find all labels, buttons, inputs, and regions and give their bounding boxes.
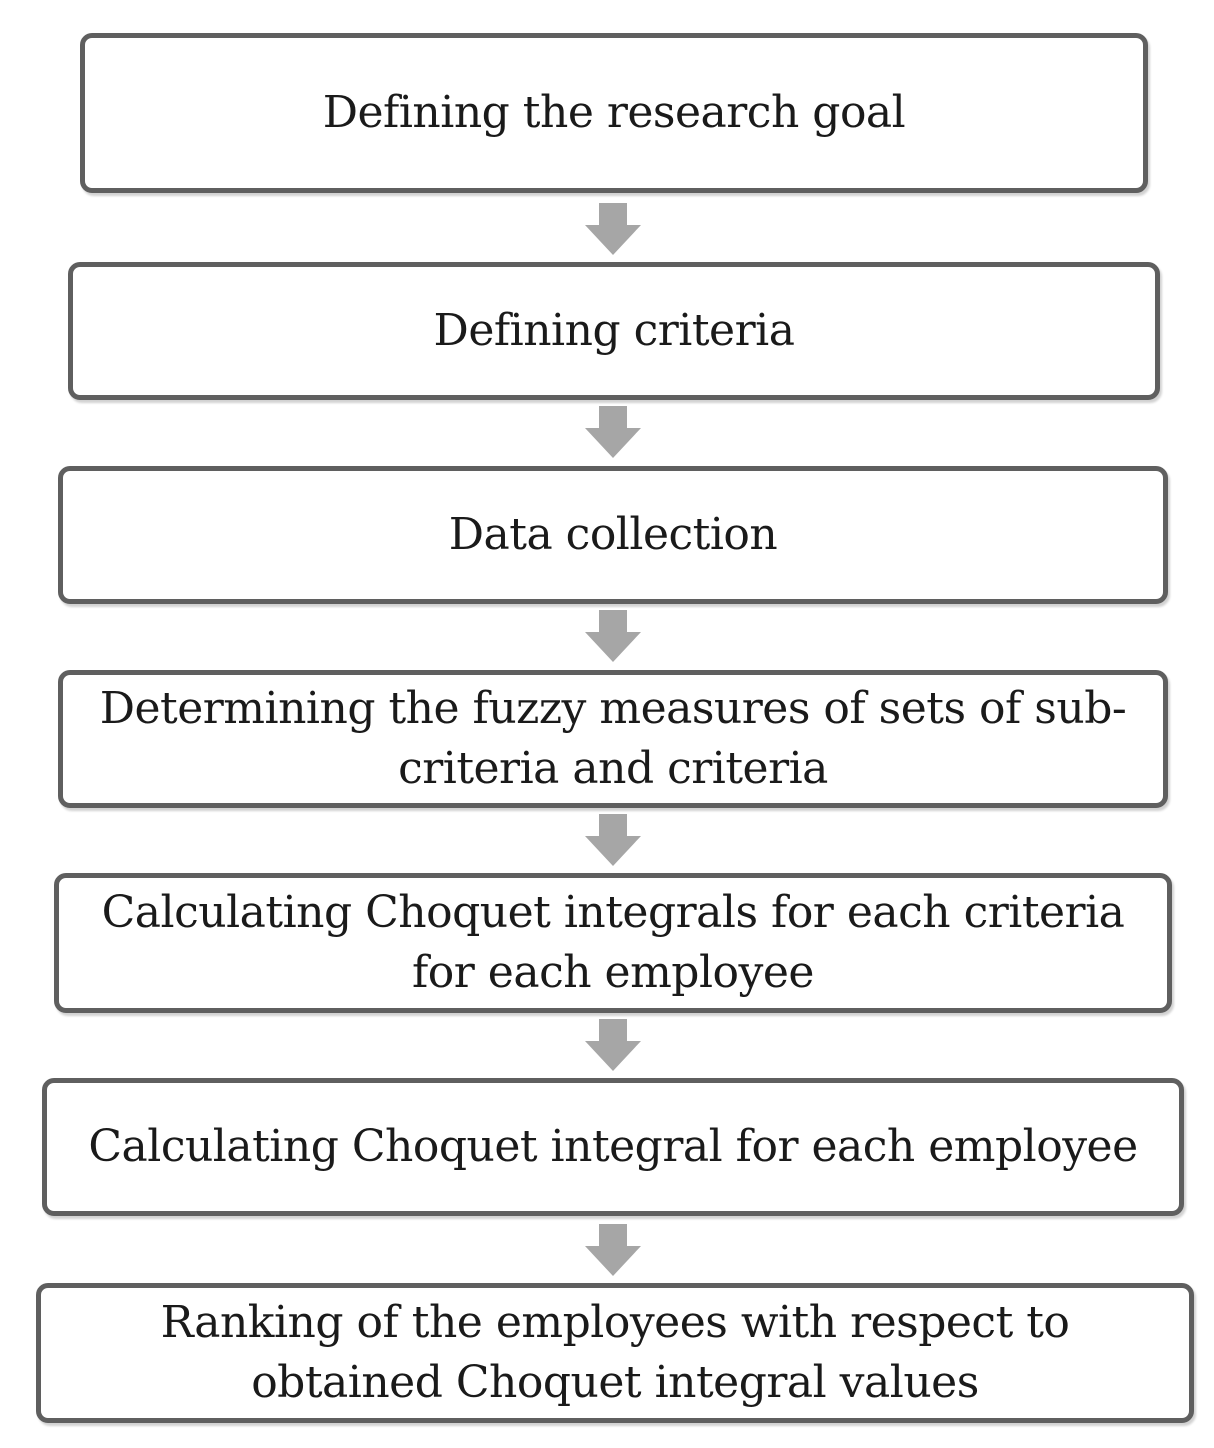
step-calculating-choquet-integrals-per-criteria [54,873,1172,1013]
step-defining-criteria [68,262,1160,400]
step-label: Calculating Choquet integral for each employee [88,1121,1138,1172]
step-ranking-employees [36,1283,1194,1423]
down-arrow-icon [585,814,641,866]
step-determining-fuzzy-measures [58,670,1168,808]
step-label: Defining criteria [433,305,795,356]
down-arrow-icon [585,406,641,458]
step-label: Defining the research goal [322,87,906,138]
step-calculating-choquet-integral-per-employee [42,1078,1184,1216]
step-defining-research-goal [80,33,1148,193]
down-arrow-icon [585,610,641,662]
step-label: Data collection [448,509,778,560]
step-label: Determining the fuzzy measures of sets of sub-criteria and criteria [99,683,1127,794]
down-arrow-icon [585,1019,641,1071]
step-label: Calculating Choquet integrals for each criteria for each employee [101,887,1125,998]
down-arrow-icon [585,203,641,255]
step-data-collection [58,466,1168,604]
down-arrow-icon [585,1224,641,1276]
step-label: Ranking of the employees with respect to obtained Choquet integral values [160,1297,1070,1408]
